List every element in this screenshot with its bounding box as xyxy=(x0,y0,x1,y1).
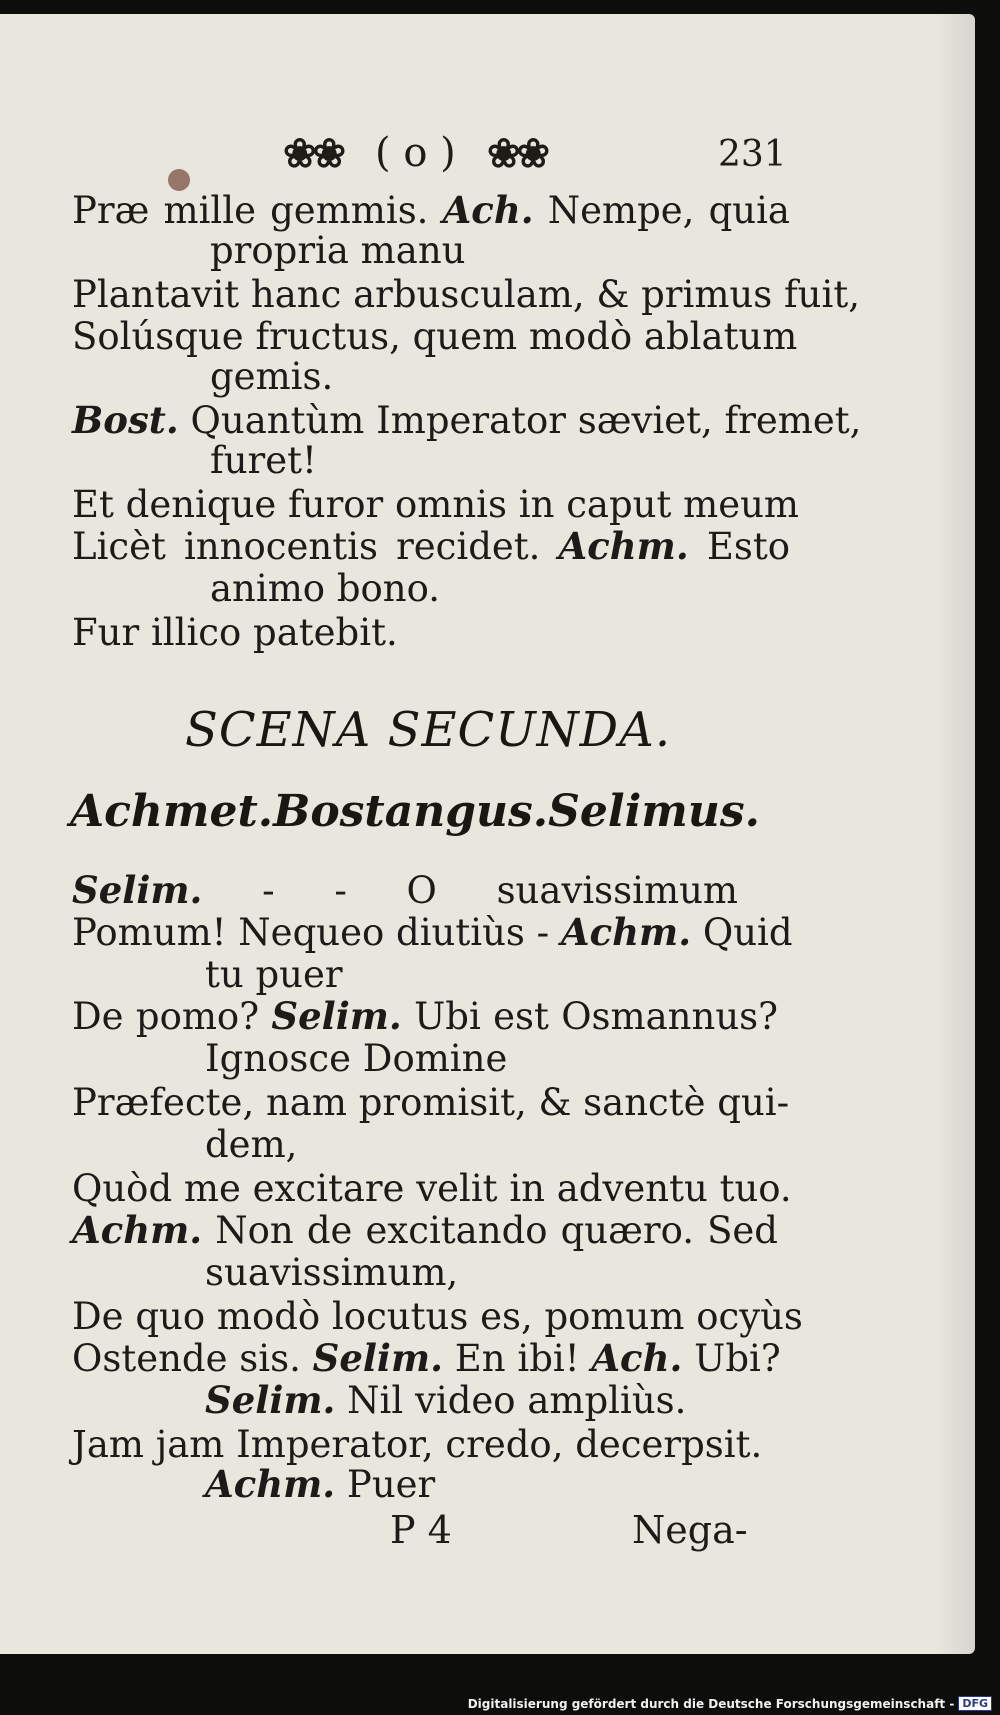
line-text: Puer xyxy=(335,1463,436,1506)
line-text: De pomo? xyxy=(72,995,272,1038)
line-text: Licèt innocentis recidet. xyxy=(72,525,559,568)
line-text: Non de excitando quæro. Sed xyxy=(202,1209,778,1252)
line-text: Nempe, quia xyxy=(533,189,790,232)
speaker-label: Achm. xyxy=(558,524,689,568)
persona-name: Bostangus. xyxy=(273,786,549,837)
folio-mark: ( o ) xyxy=(375,130,456,176)
line-text: Pomum! Nequeo diutiùs - xyxy=(72,911,561,954)
text-line xyxy=(205,953,343,996)
line-text: De quo modò locutus es, pomum ocyùs xyxy=(72,1295,803,1338)
speaker-label: Selim. xyxy=(72,868,203,912)
page-number: 231 xyxy=(718,134,787,175)
line-text: Fur illico patebit. xyxy=(72,611,398,654)
ornament-left-icon: ❀❀ xyxy=(283,130,343,177)
text-line xyxy=(210,567,441,610)
gutter-shadow xyxy=(935,14,975,1654)
speaker-label: Bost. xyxy=(72,398,179,442)
line-text: suavissimum, xyxy=(205,1251,459,1294)
text-line xyxy=(72,188,790,232)
line-text: Præ mille gemmis. xyxy=(72,189,443,232)
text-line xyxy=(72,1423,763,1466)
text-line xyxy=(210,439,317,482)
line-text: Ignosce Domine xyxy=(205,1037,508,1080)
text-line xyxy=(210,355,334,398)
line-text: Esto xyxy=(688,525,790,568)
line-text: Quòd me excitare velit in adventu tuo. xyxy=(72,1167,792,1210)
persona-name: Achmet. xyxy=(70,786,274,837)
text-line xyxy=(72,868,738,912)
line-text: Ubi? xyxy=(682,1337,781,1380)
footer-band xyxy=(0,1691,1000,1715)
speaker-label: Selim. xyxy=(312,1336,443,1380)
text-line xyxy=(210,229,466,272)
line-text: Solúsque fructus, quem modò ablatum xyxy=(72,315,798,358)
line-text: - - O suavissimum xyxy=(202,869,738,912)
funding-note: Digitalisierung gefördert durch die Deutsche Forschungsgemeinschaft - xyxy=(467,1696,955,1711)
text-line xyxy=(205,1462,436,1506)
text-line xyxy=(72,611,398,654)
text-line xyxy=(205,1037,508,1080)
line-text: Jam jam Imperator, credo, decerpsit. xyxy=(72,1423,763,1466)
text-line xyxy=(72,524,790,568)
text-line xyxy=(72,1208,778,1252)
dramatis-personae xyxy=(70,786,760,837)
line-text: Præfecte, nam promisit, & sanctè qui- xyxy=(72,1081,790,1124)
line-text: Quid xyxy=(691,911,793,954)
speaker-label: Ach. xyxy=(591,1336,683,1380)
line-text: Ostende sis. xyxy=(72,1337,313,1380)
running-header xyxy=(0,130,975,190)
text-line xyxy=(72,910,793,954)
speaker-label: Achm. xyxy=(72,1208,203,1252)
speaker-label: Selim. xyxy=(205,1378,336,1422)
signature-mark: P 4 xyxy=(390,1508,452,1552)
line-text: Nil video ampliùs. xyxy=(335,1379,687,1422)
funding-footer xyxy=(468,1696,992,1711)
speaker-label: Selim. xyxy=(271,994,402,1038)
line-text: Et denique furor omnis in caput meum xyxy=(72,483,800,526)
text-line xyxy=(72,994,778,1038)
text-line xyxy=(72,1081,790,1124)
ornament-right-icon: ❀❀ xyxy=(487,130,547,177)
line-text: tu puer xyxy=(205,953,343,996)
line-text: furet! xyxy=(210,439,317,482)
text-line xyxy=(72,1295,803,1338)
dfg-logo-icon: DFG xyxy=(958,1696,992,1711)
line-text: Quantùm Imperator sæviet, fremet, xyxy=(178,399,862,442)
line-text: propria manu xyxy=(210,229,466,272)
text-line xyxy=(72,315,798,358)
text-line xyxy=(72,273,860,316)
line-text: Plantavit hanc arbusculam, & primus fuit, xyxy=(72,273,860,316)
line-text: Ubi est Osmannus? xyxy=(401,995,778,1038)
text-line xyxy=(205,1123,298,1166)
line-text: dem, xyxy=(205,1123,298,1166)
text-line xyxy=(72,398,862,442)
text-line xyxy=(205,1378,687,1422)
persona-name: Selimus. xyxy=(548,786,760,837)
line-text: animo bono. xyxy=(210,567,441,610)
line-text: En ibi! xyxy=(443,1337,592,1380)
catchword: Nega- xyxy=(632,1508,748,1552)
text-line xyxy=(72,483,800,526)
line-text: gemis. xyxy=(210,355,334,398)
speaker-label: Achm. xyxy=(560,910,692,954)
book-page xyxy=(0,14,975,1654)
text-line xyxy=(72,1167,792,1210)
text-line xyxy=(205,1251,459,1294)
speaker-label: Achm. xyxy=(205,1462,336,1506)
scene-heading: SCENA SECUNDA. xyxy=(185,702,672,758)
text-line xyxy=(72,1336,781,1380)
speaker-label: Ach. xyxy=(442,188,534,232)
